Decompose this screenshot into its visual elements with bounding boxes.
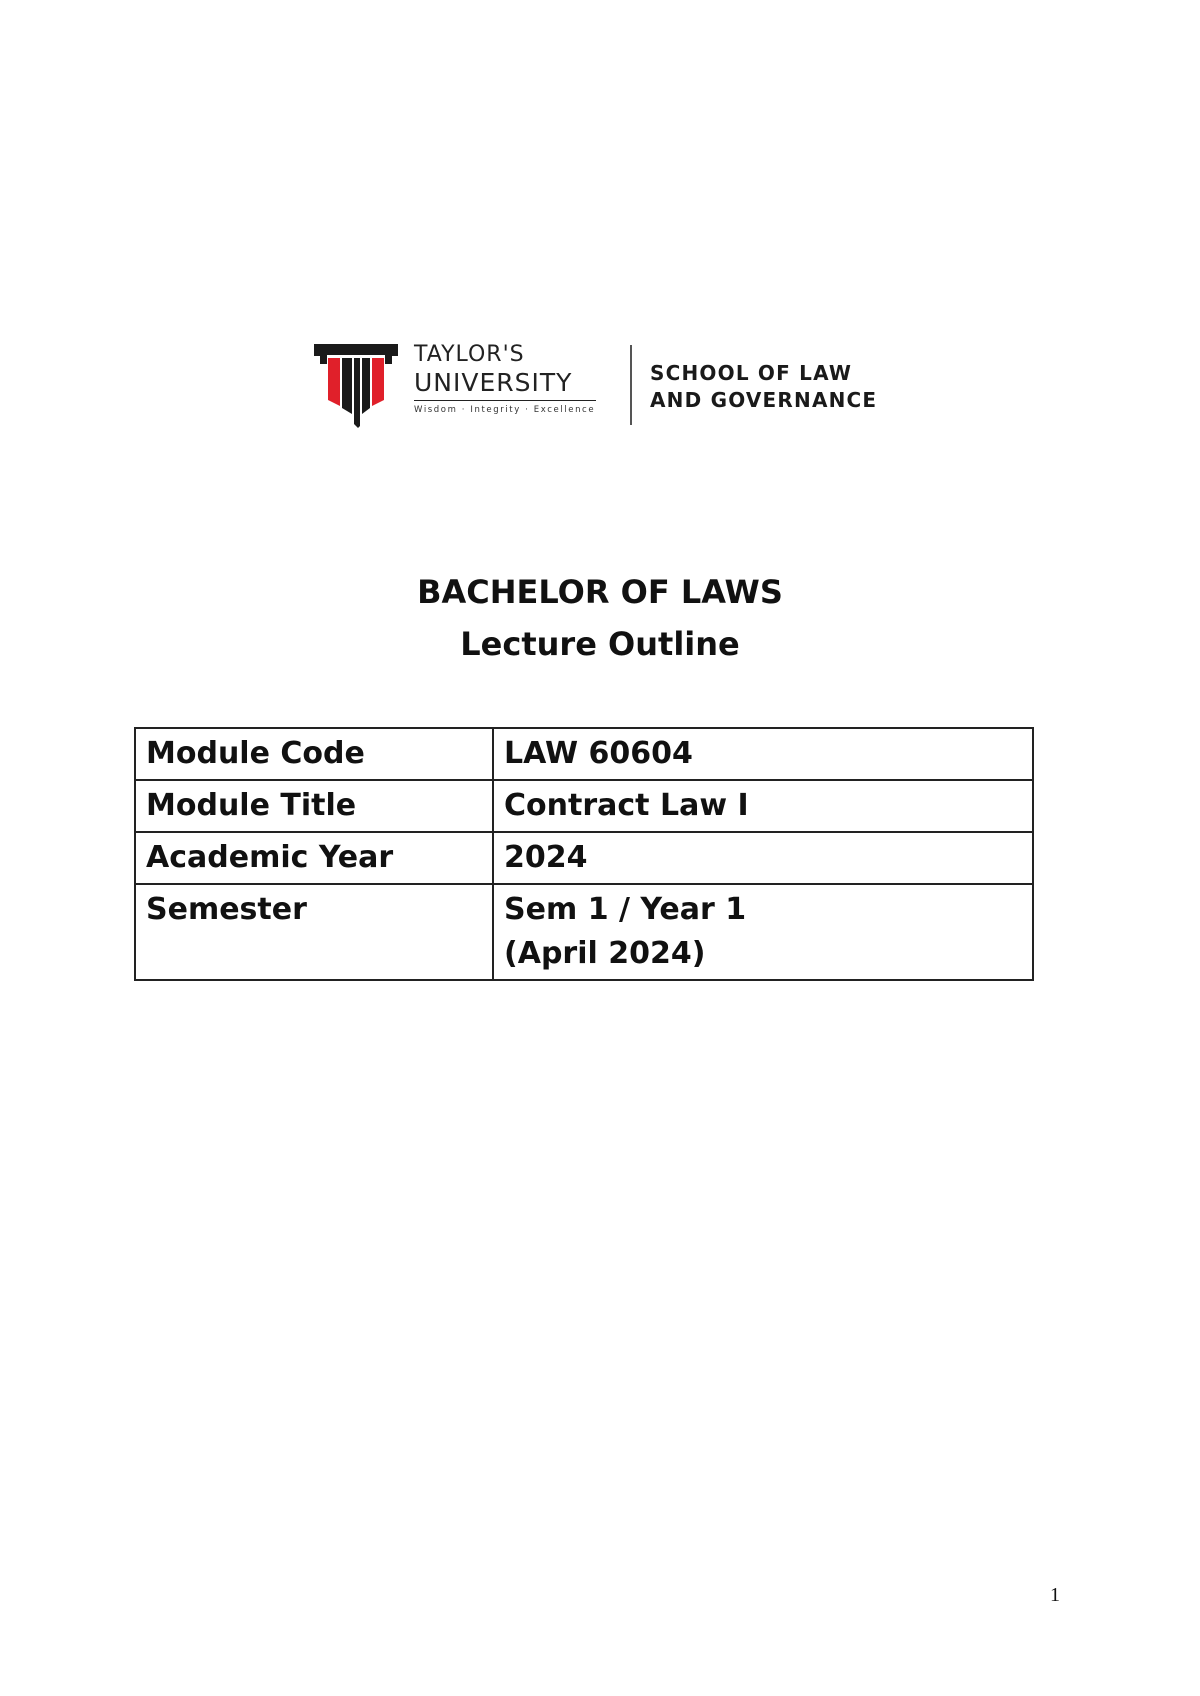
university-tagline: Wisdom · Integrity · Excellence [414,405,596,415]
academic-year-label: Academic Year [135,832,493,884]
module-title-label: Module Title [135,780,493,832]
school-name [650,360,877,414]
table-row [135,728,1033,780]
school-name-line1: SCHOOL OF LAW [650,361,853,385]
module-info-table [134,727,1034,981]
semester-value [493,884,1033,980]
programme-title: BACHELOR OF LAWS [417,573,783,611]
university-name-line1: TAYLOR'S [414,342,525,367]
academic-year-value-text: 2024 [504,840,588,875]
module-title-value [493,780,1033,832]
module-code-value-text: LAW 60604 [504,736,693,771]
module-code-label: Module Code [135,728,493,780]
module-title-value-text: Contract Law I [504,788,749,823]
table-row [135,780,1033,832]
university-crest-icon [314,344,398,428]
university-logo [314,344,954,434]
table-row [135,832,1033,884]
semester-value-line1: Sem 1 / Year 1 [504,892,747,927]
school-name-line2: AND GOVERNANCE [650,388,878,412]
semester-label: Semester [135,884,493,980]
university-wordmark [414,344,594,415]
wordmark-rule [414,400,596,401]
document-subtitle: Lecture Outline [460,625,740,663]
logo-divider [630,345,632,425]
semester-value-line2: (April 2024) [504,936,706,971]
university-name-line2: UNIVERSITY [414,368,573,397]
academic-year-value [493,832,1033,884]
document-title [0,566,1200,670]
module-code-value [493,728,1033,780]
table-row [135,884,1033,980]
page-number: 1 [1050,1584,1060,1606]
